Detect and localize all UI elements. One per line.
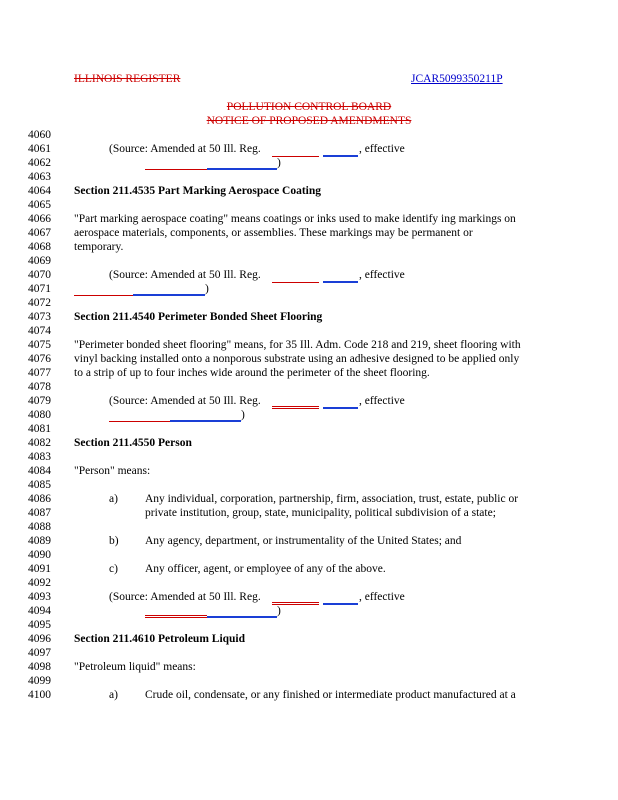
line-number: 4078	[28, 381, 51, 393]
line-number: 4064	[28, 185, 51, 197]
line-number: 4086	[28, 493, 51, 505]
line-number: 4077	[28, 367, 51, 379]
line-number: 4070	[28, 269, 51, 281]
section-heading: Section 211.4550 Person	[74, 437, 192, 449]
paragraph-line: aerospace materials, components, or assemblies. These markings may be permanent or	[74, 227, 473, 239]
source-note-text: (Source: Amended at 50 Ill. Reg.	[109, 143, 261, 155]
line-number: 4099	[28, 675, 51, 687]
paragraph-line: vinyl backing installed onto a nonporous substrate using an adhesive designed to be applied only	[74, 353, 520, 365]
line-number: 4088	[28, 521, 51, 533]
line-number: 4069	[28, 255, 51, 267]
line-number: 4081	[28, 423, 51, 435]
line-number: 4079	[28, 395, 51, 407]
line-number: 4089	[28, 535, 51, 547]
line-number: 4073	[28, 311, 51, 323]
item-line: Any agency, department, or instrumentality of the United States; and	[145, 535, 462, 547]
item-line: Crude oil, condensate, or any finished or intermediate product manufactured at a	[145, 689, 516, 701]
source-note-effective: , effective	[359, 395, 405, 407]
line-number: 4080	[28, 409, 51, 421]
item-label: c)	[109, 563, 118, 575]
proposed-blank-insertion	[207, 168, 277, 170]
proposed-blank-deletion	[74, 295, 133, 296]
line-number: 4091	[28, 563, 51, 575]
line-number: 4098	[28, 661, 51, 673]
section-heading: Section 211.4535 Part Marking Aerospace Coating	[74, 185, 322, 197]
line-number: 4066	[28, 213, 51, 225]
definition-intro: "Person" means:	[74, 465, 151, 477]
line-number: 4092	[28, 577, 51, 589]
source-note-close: )	[277, 157, 281, 169]
source-note-close: )	[241, 409, 245, 421]
source-note-effective: , effective	[359, 143, 405, 155]
source-note-effective: , effective	[359, 591, 405, 603]
proposed-blank-deletion	[272, 282, 319, 283]
proposed-blank-insertion	[323, 155, 358, 157]
definition-intro: "Petroleum liquid" means:	[74, 661, 196, 673]
source-note-text: (Source: Amended at 50 Ill. Reg.	[109, 269, 261, 281]
line-number: 4095	[28, 619, 51, 631]
item-line: private institution, group, state, municipality, political subdivision of a state;	[145, 507, 496, 519]
source-note-text: (Source: Amended at 50 Ill. Reg.	[109, 591, 261, 603]
source-note-effective: , effective	[359, 269, 405, 281]
section-heading: Section 211.4610 Petroleum Liquid	[74, 633, 246, 645]
line-number: 4074	[28, 325, 51, 337]
line-number: 4097	[28, 647, 51, 659]
line-number: 4076	[28, 353, 51, 365]
proposed-blank-insertion	[323, 603, 358, 605]
source-note-text: (Source: Amended at 50 Ill. Reg.	[109, 395, 261, 407]
item-line: Any officer, agent, or employee of any of the above.	[145, 563, 386, 575]
line-number: 4062	[28, 157, 51, 169]
line-number: 4085	[28, 479, 51, 491]
item-label: a)	[109, 493, 118, 505]
proposed-blank-insertion	[133, 294, 205, 296]
proposed-blank-deletion	[145, 615, 207, 618]
source-note-close: )	[205, 283, 209, 295]
line-number: 4060	[28, 129, 51, 141]
line-number: 4072	[28, 297, 51, 309]
item-line: Any individual, corporation, partnership, firm, association, trust, estate, public or	[145, 493, 519, 505]
paragraph-line: temporary.	[74, 241, 124, 253]
line-number: 4065	[28, 199, 51, 211]
item-label: a)	[109, 689, 118, 701]
line-number: 4068	[28, 241, 51, 253]
paragraph-line: "Part marking aerospace coating" means coatings or inks used to make identify ing markings on	[74, 213, 516, 225]
paragraph-line: to a strip of up to four inches wide around the perimeter of the sheet flooring.	[74, 367, 430, 379]
line-number: 4090	[28, 549, 51, 561]
paragraph-line: "Perimeter bonded sheet flooring" means, for 35 Ill. Adm. Code 218 and 219, sheet flooring with	[74, 339, 521, 351]
line-number: 4071	[28, 283, 51, 295]
line-number: 4082	[28, 437, 51, 449]
proposed-blank-deletion	[109, 421, 170, 422]
proposed-blank-deletion	[272, 406, 319, 409]
line-number: 4100	[28, 689, 51, 701]
line-number: 4063	[28, 171, 51, 183]
line-number: 4067	[28, 227, 51, 239]
line-number: 4093	[28, 591, 51, 603]
proposed-blank-insertion	[323, 281, 358, 283]
item-label: b)	[109, 535, 119, 547]
line-number: 4096	[28, 633, 51, 645]
line-number: 4087	[28, 507, 51, 519]
proposed-blank-deletion	[145, 169, 207, 170]
notice-title: NOTICE OF PROPOSED AMENDMENTS	[206, 115, 412, 127]
jcar-code: JCAR5099350211P	[411, 73, 503, 85]
proposed-blank-insertion	[323, 407, 358, 409]
section-heading: Section 211.4540 Perimeter Bonded Sheet Flooring	[74, 311, 323, 323]
source-note-close: )	[277, 605, 281, 617]
line-number: 4075	[28, 339, 51, 351]
line-number: 4083	[28, 451, 51, 463]
proposed-blank-insertion	[207, 616, 277, 618]
line-number: 4094	[28, 605, 51, 617]
register-title: ILLINOIS REGISTER	[74, 73, 181, 85]
agency-name: POLLUTION CONTROL BOARD	[226, 101, 392, 113]
line-number: 4061	[28, 143, 51, 155]
proposed-blank-insertion	[170, 420, 241, 422]
line-number: 4084	[28, 465, 51, 477]
